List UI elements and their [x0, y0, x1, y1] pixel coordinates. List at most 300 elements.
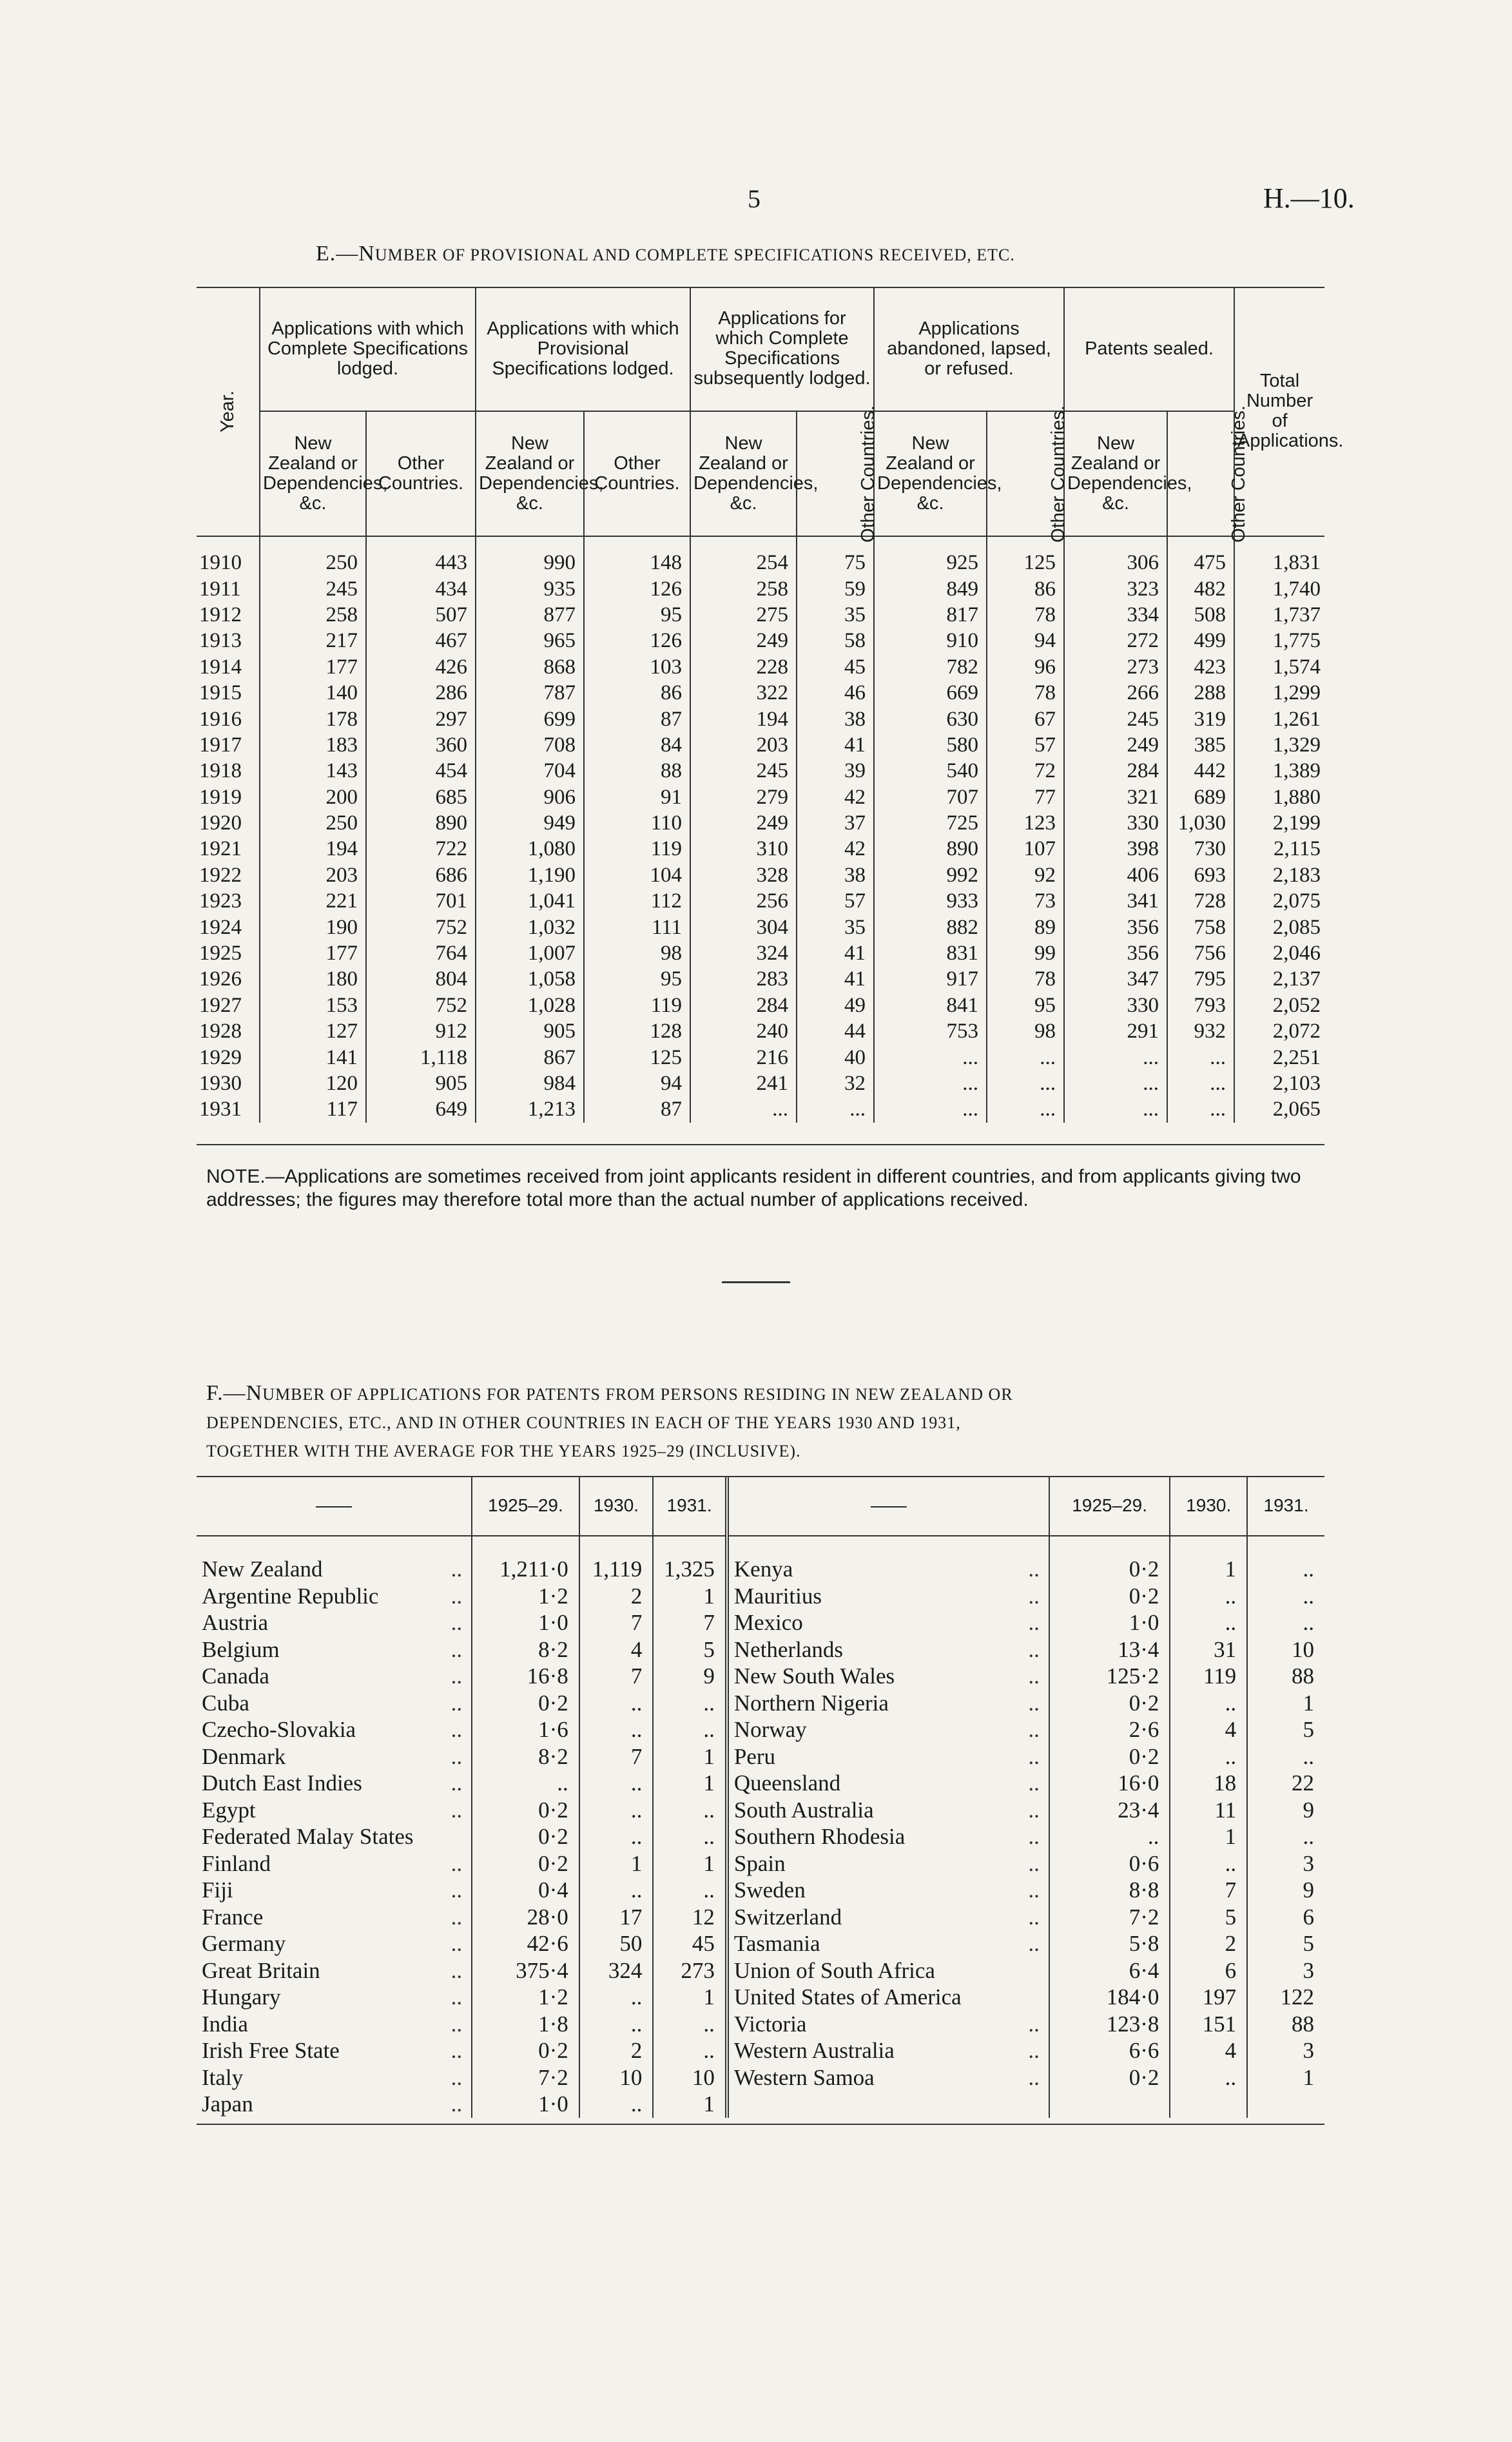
table-row [197, 1984, 1324, 2011]
cell-provisional-other: 103 [584, 654, 690, 680]
table-row [197, 1663, 1324, 1690]
table-row [197, 940, 1324, 966]
cell-provisional-nz: 867 [476, 1044, 584, 1070]
cell-year: 1920 [199, 811, 242, 835]
cell-y1931: .. [653, 2011, 727, 2038]
cell-provisional-other: 112 [584, 888, 690, 914]
sub-header-nz: New Zealand or Dependencies, &c. [874, 411, 987, 536]
cell-country: Western Australia [727, 2037, 1016, 2064]
cell-abandoned-other: 94 [987, 628, 1064, 654]
cell-sealed-other: ... [1167, 1096, 1234, 1122]
cell-sealed-other: 385 [1167, 732, 1234, 758]
cell-subsequent-other: 41 [797, 732, 874, 758]
cell-abandoned-nz: 725 [874, 810, 987, 836]
cell-country: Irish Free State [202, 2038, 340, 2064]
cell-subsequent-other: 32 [797, 1071, 874, 1096]
cell-country: Netherlands [727, 1636, 1016, 1663]
cell-y1930: 4 [1170, 2037, 1247, 2064]
cell-average: 2·6 [1049, 1716, 1170, 1743]
cell-y1931: 122 [1247, 1984, 1324, 2011]
cell-provisional-nz: 868 [476, 654, 584, 680]
group-header-complete: Applications with which Complete Specifications lodged. [260, 287, 476, 411]
cell-y1930: 10 [579, 2064, 654, 2091]
cell-provisional-nz: 990 [476, 536, 584, 576]
cell-year: 1925 [199, 942, 242, 965]
cell-total: 2,052 [1234, 993, 1324, 1018]
cell-y1930: 7 [579, 1743, 654, 1770]
cell-average: 0·2 [472, 1850, 579, 1877]
cell-leader: .. [451, 1663, 463, 1689]
cell-y1930: 151 [1170, 2011, 1247, 2038]
cell-subsequent-nz: ... [690, 1096, 797, 1122]
cell-sealed-nz: 330 [1064, 810, 1167, 836]
cell-average: 16·0 [1049, 1770, 1170, 1797]
cell-sealed-other: 932 [1167, 1018, 1234, 1044]
cell-y1931: .. [653, 1823, 727, 1850]
cell-y1930: 7 [579, 1663, 654, 1690]
cell-y1930: .. [1170, 1743, 1247, 1770]
cell-abandoned-other: 78 [987, 602, 1064, 628]
cell-complete-nz: 127 [260, 1018, 366, 1044]
cell-abandoned-nz: ... [874, 1071, 987, 1096]
table-row [197, 1018, 1324, 1044]
cell-abandoned-other: 78 [987, 680, 1064, 706]
cell-y1930: .. [579, 1877, 654, 1904]
cell-subsequent-other: 42 [797, 784, 874, 810]
cell-y1931: 10 [1247, 1636, 1324, 1663]
cell-complete-other: 701 [366, 888, 476, 914]
cell-complete-nz: 258 [260, 602, 366, 628]
sub-header-nz: New Zealand or Dependencies, &c. [476, 411, 584, 536]
cell-provisional-nz: 965 [476, 628, 584, 654]
cell-y1930: .. [579, 2091, 654, 2118]
cell-average: 1,211·0 [472, 1536, 579, 1583]
cell-abandoned-other: 92 [987, 862, 1064, 888]
cell-country: Cuba [202, 1690, 249, 1716]
cell-total: 2,251 [1234, 1044, 1324, 1070]
cell-year: 1912 [199, 603, 242, 626]
cell-provisional-other: 119 [584, 836, 690, 862]
cell-year: 1930 [199, 1072, 242, 1095]
cell-subsequent-other: 35 [797, 914, 874, 940]
cell-sealed-nz: 273 [1064, 654, 1167, 680]
cell-y1930: 17 [579, 1904, 654, 1931]
note-lead: NOTE. [206, 1166, 266, 1187]
cell-average: 6·4 [1049, 1957, 1170, 1984]
cell-y1930: .. [579, 2011, 654, 2038]
cell-leader: .. [451, 1797, 463, 1823]
table-e [197, 287, 1344, 1123]
cell-abandoned-other: 72 [987, 758, 1064, 784]
table-e-title [316, 242, 1015, 266]
table-row [197, 654, 1324, 680]
cell-year: 1924 [199, 915, 242, 939]
table-f-bottom-rule [197, 2124, 1324, 2125]
cell-country: New South Wales [727, 1663, 1016, 1690]
cell-country: France [202, 1904, 264, 1930]
cell-subsequent-other: 57 [797, 888, 874, 914]
cell-subsequent-other: 59 [797, 576, 874, 601]
table-e-body [197, 536, 1324, 1123]
cell-provisional-other: 95 [584, 602, 690, 628]
cell-provisional-other: 128 [584, 1018, 690, 1044]
sub-header-nz: New Zealand or Dependencies, &c. [690, 411, 797, 536]
cell-leader [1016, 1957, 1049, 1984]
cell-subsequent-other: 35 [797, 602, 874, 628]
cell-subsequent-other: 38 [797, 862, 874, 888]
table-row [197, 536, 1324, 576]
table-row [197, 1536, 1324, 1583]
document-reference: H.—10. [1263, 182, 1355, 214]
table-row [197, 602, 1324, 628]
cell-leader: .. [451, 1583, 463, 1609]
cell-subsequent-nz: 304 [690, 914, 797, 940]
table-row [197, 758, 1324, 784]
cell-y1930: .. [1170, 1609, 1247, 1636]
cell-abandoned-other: 107 [987, 836, 1064, 862]
cell-provisional-nz: 1,190 [476, 862, 584, 888]
cell-leader: .. [451, 1610, 463, 1636]
cell-abandoned-nz: 841 [874, 993, 987, 1018]
cell-y1930: 2 [579, 2037, 654, 2064]
table-e-bottom-rule [197, 1144, 1324, 1145]
cell-abandoned-nz: 669 [874, 680, 987, 706]
cell-year: 1915 [199, 681, 242, 705]
cell-subsequent-other: 75 [797, 536, 874, 576]
cell-sealed-other: 288 [1167, 680, 1234, 706]
cell-complete-nz: 143 [260, 758, 366, 784]
cell-abandoned-nz: 917 [874, 966, 987, 992]
cell-y1930: 5 [1170, 1904, 1247, 1931]
cell-provisional-other: 87 [584, 706, 690, 732]
cell-subsequent-nz: 245 [690, 758, 797, 784]
sub-header-other: Other Countries. [584, 411, 690, 536]
cell-average: 0·2 [472, 1797, 579, 1824]
cell-complete-nz: 245 [260, 576, 366, 601]
cell-leader: .. [1028, 1824, 1040, 1850]
cell-subsequent-nz: 284 [690, 993, 797, 1018]
cell-provisional-nz: 1,058 [476, 966, 584, 992]
cell-country: Queensland [727, 1770, 1016, 1797]
cell-complete-other: 434 [366, 576, 476, 601]
cell-total: 2,046 [1234, 940, 1324, 966]
cell-y1930: 2 [579, 1583, 654, 1610]
cell-sealed-other: 499 [1167, 628, 1234, 654]
cell-provisional-other: 86 [584, 680, 690, 706]
cell-sealed-nz: ... [1064, 1044, 1167, 1070]
cell-sealed-nz: 356 [1064, 914, 1167, 940]
cell-y1931: 1 [653, 1770, 727, 1797]
cell-sealed-nz: 347 [1064, 966, 1167, 992]
cell-sealed-other: 795 [1167, 966, 1234, 992]
table-row [197, 2091, 1324, 2118]
cell-leader: .. [1028, 1770, 1040, 1796]
cell-subsequent-other: 41 [797, 940, 874, 966]
table-row [197, 888, 1324, 914]
table-row [197, 1797, 1324, 1824]
cell-subsequent-other: 38 [797, 706, 874, 732]
cell-complete-nz: 180 [260, 966, 366, 992]
cell-y1931: 22 [1247, 1770, 1324, 1797]
cell-country: Denmark [202, 1743, 286, 1769]
table-row [197, 1904, 1324, 1931]
cell-year: 1911 [199, 577, 241, 601]
cell-country: Italy [202, 2064, 244, 2090]
col-header-average: 1925–29. [1049, 1476, 1170, 1536]
cell-year: 1913 [199, 629, 242, 653]
cell-provisional-nz: 877 [476, 602, 584, 628]
cell-sealed-nz: 245 [1064, 706, 1167, 732]
cell-provisional-other: 94 [584, 1071, 690, 1096]
cell-provisional-other: 88 [584, 758, 690, 784]
sub-header-other: Other Countries. [366, 411, 476, 536]
cell-abandoned-nz: 817 [874, 602, 987, 628]
cell-sealed-nz: 291 [1064, 1018, 1167, 1044]
cell-subsequent-nz: 324 [690, 940, 797, 966]
cell-abandoned-nz: 580 [874, 732, 987, 758]
table-f-title-line3: TOGETHER WITH THE AVERAGE FOR THE YEARS 1925–29 (INCLUSIVE). [206, 1442, 801, 1460]
cell-provisional-other: 104 [584, 862, 690, 888]
cell-complete-other: 507 [366, 602, 476, 628]
cell-average: 16·8 [472, 1663, 579, 1690]
table-row [197, 966, 1324, 992]
cell-average: 0·2 [1049, 1536, 1170, 1583]
cell-average: 0·2 [1049, 1743, 1170, 1770]
cell-complete-other: 890 [366, 810, 476, 836]
table-row [197, 1716, 1324, 1743]
cell-abandoned-other: 125 [987, 536, 1064, 576]
cell-country: Peru [727, 1743, 1016, 1770]
cell-y1930: .. [579, 1823, 654, 1850]
cell-y1931: .. [1247, 1609, 1324, 1636]
table-row [197, 1636, 1324, 1663]
table-e-title-rest: UMBER OF PROVISIONAL AND COMPLETE SPECIFICATIONS RECEIVED, ETC. [374, 246, 1015, 264]
cell-y1931: .. [1247, 1536, 1324, 1583]
cell-complete-other: 752 [366, 914, 476, 940]
cell-y1930: 324 [579, 1957, 654, 1984]
cell-sealed-other: 319 [1167, 706, 1234, 732]
table-row [197, 1770, 1324, 1797]
table-row [197, 862, 1324, 888]
cell-sealed-nz: 321 [1064, 784, 1167, 810]
cell-total: 2,183 [1234, 862, 1324, 888]
cell-y1930: 1 [579, 1850, 654, 1877]
cell-leader: .. [1028, 1690, 1040, 1716]
cell-country: Belgium [202, 1636, 280, 1662]
table-row [197, 576, 1324, 601]
cell-complete-other: 426 [366, 654, 476, 680]
cell-year: 1919 [199, 785, 242, 809]
cell-subsequent-other: 44 [797, 1018, 874, 1044]
cell-provisional-other: 91 [584, 784, 690, 810]
cell-provisional-nz: 935 [476, 576, 584, 601]
cell-leader: .. [451, 1636, 463, 1662]
cell-abandoned-nz: 933 [874, 888, 987, 914]
cell-complete-nz: 217 [260, 628, 366, 654]
cell-abandoned-nz: 782 [874, 654, 987, 680]
cell-abandoned-other: 95 [987, 993, 1064, 1018]
cell-average: 1·0 [472, 1609, 579, 1636]
table-row [197, 1823, 1324, 1850]
table-row [197, 1609, 1324, 1636]
cell-y1930: .. [1170, 1583, 1247, 1610]
cell-y1930: 7 [579, 1609, 654, 1636]
table-f-body [197, 1536, 1324, 2118]
cell-sealed-nz: 306 [1064, 536, 1167, 576]
cell-y1930: 18 [1170, 1770, 1247, 1797]
cell-leader: .. [451, 1931, 463, 1957]
cell-country: Kenya [727, 1536, 1016, 1583]
table-row [197, 1071, 1324, 1096]
cell-country: Spain [727, 1850, 1016, 1877]
cell-sealed-nz: 398 [1064, 836, 1167, 862]
cell-y1931: 5 [1247, 1930, 1324, 1957]
table-row [197, 993, 1324, 1018]
note-text: —Applications are sometimes received from joint applicants resident in different countries, and from applicants giving two addresses; the figures may therefore total more than the actual number of applications received. [206, 1166, 1301, 1210]
cell-complete-nz: 178 [260, 706, 366, 732]
cell-y1930: 2 [1170, 1930, 1247, 1957]
cell-provisional-other: 119 [584, 993, 690, 1018]
table-e-title-lead: E.—N [316, 242, 375, 266]
cell-average: 5·8 [1049, 1930, 1170, 1957]
table-row [197, 810, 1324, 836]
cell-provisional-nz: 787 [476, 680, 584, 706]
sub-header-nz: New Zealand or Dependencies, &c. [260, 411, 366, 536]
cell-y1931: 1 [653, 1984, 727, 2011]
cell-average: 7·2 [472, 2064, 579, 2091]
cell-y1931: .. [1247, 1743, 1324, 1770]
total-header: Total Number of Applications. [1234, 287, 1324, 536]
cell-leader: .. [1028, 2064, 1040, 2090]
cell-average: 1·2 [472, 1984, 579, 2011]
cell-y1931: .. [653, 1716, 727, 1743]
cell-year: 1910 [199, 551, 242, 575]
cell-year: 1927 [199, 993, 242, 1017]
cell-subsequent-nz: 249 [690, 628, 797, 654]
cell-sealed-nz: 272 [1064, 628, 1167, 654]
cell-year: 1926 [199, 967, 242, 991]
cell-leader: .. [451, 1957, 463, 1983]
cell-subsequent-nz: 216 [690, 1044, 797, 1070]
cell-sealed-nz: 406 [1064, 862, 1167, 888]
group-header-subsequent: Applications for which Complete Specifications subsequently lodged. [690, 287, 874, 411]
table-row [197, 836, 1324, 862]
cell-average: 0·6 [1049, 1850, 1170, 1877]
table-f-title-lead: F.—N [206, 1381, 263, 1405]
cell-leader: .. [1028, 1556, 1040, 1582]
sub-header-nz: New Zealand or Dependencies, &c. [1064, 411, 1167, 536]
cell-sealed-other: 728 [1167, 888, 1234, 914]
cell-leader: .. [451, 1743, 463, 1769]
cell-total: 1,389 [1234, 758, 1324, 784]
cell-leader: .. [451, 2011, 463, 2037]
cell-sealed-nz: 341 [1064, 888, 1167, 914]
cell-average: 0·2 [472, 2037, 579, 2064]
cell-provisional-other: 148 [584, 536, 690, 576]
cell-abandoned-other: 123 [987, 810, 1064, 836]
cell-country: Federated Malay States [202, 1824, 414, 1850]
cell-leader: .. [1028, 1636, 1040, 1662]
cell-year: 1918 [199, 759, 242, 783]
cell-abandoned-other: 73 [987, 888, 1064, 914]
cell-country: Fiji [202, 1877, 233, 1903]
cell-abandoned-nz: 630 [874, 706, 987, 732]
cell-average: 0·2 [1049, 2064, 1170, 2091]
cell-subsequent-nz: 279 [690, 784, 797, 810]
cell-total: 2,065 [1234, 1096, 1324, 1122]
cell-sealed-other: 475 [1167, 536, 1234, 576]
cell-sealed-other: 508 [1167, 602, 1234, 628]
cell-subsequent-nz: 322 [690, 680, 797, 706]
cell-y1931: .. [653, 2037, 727, 2064]
cell-subsequent-other: 41 [797, 966, 874, 992]
cell-year: 1922 [199, 863, 242, 887]
col-header-1930: 1930. [1170, 1476, 1247, 1536]
cell-country: Switzerland [727, 1904, 1016, 1931]
cell-abandoned-other: ... [987, 1044, 1064, 1070]
cell-total: 2,072 [1234, 1018, 1324, 1044]
cell-sealed-nz: 323 [1064, 576, 1167, 601]
cell-abandoned-nz: 882 [874, 914, 987, 940]
table-row [197, 784, 1324, 810]
cell-total: 2,137 [1234, 966, 1324, 992]
cell-leader: .. [451, 1850, 463, 1876]
cell-provisional-nz: 1,080 [476, 836, 584, 862]
cell-provisional-other: 126 [584, 628, 690, 654]
cell-sealed-nz: 334 [1064, 602, 1167, 628]
cell-complete-nz: 250 [260, 810, 366, 836]
cell-y1931: 45 [653, 1930, 727, 1957]
col-header-country: —— [197, 1476, 472, 1536]
cell-complete-other: 722 [366, 836, 476, 862]
cell-total: 2,115 [1234, 836, 1324, 862]
cell-subsequent-other: 40 [797, 1044, 874, 1070]
cell-average: 0·2 [472, 1823, 579, 1850]
cell-abandoned-other: 99 [987, 940, 1064, 966]
cell-leader: .. [451, 1984, 463, 2010]
cell-leader: .. [451, 2064, 463, 2090]
table-row [197, 1583, 1324, 1610]
cell-abandoned-nz: 849 [874, 576, 987, 601]
cell-y1931: .. [653, 1877, 727, 1904]
cell-provisional-other: 111 [584, 914, 690, 940]
cell-y1930: .. [579, 1984, 654, 2011]
cell-leader: .. [451, 2091, 463, 2117]
cell-sealed-nz: ... [1064, 1096, 1167, 1122]
table-row [197, 2037, 1324, 2064]
cell-y1931: 1 [1247, 2064, 1324, 2091]
cell-sealed-nz: 330 [1064, 993, 1167, 1018]
cell-abandoned-nz: 992 [874, 862, 987, 888]
cell-average [1049, 2091, 1170, 2118]
cell-abandoned-nz: 925 [874, 536, 987, 576]
cell-abandoned-other: 86 [987, 576, 1064, 601]
cell-total: 1,775 [1234, 628, 1324, 654]
cell-sealed-other: ... [1167, 1071, 1234, 1096]
cell-y1931: 12 [653, 1904, 727, 1931]
table-row [197, 1044, 1324, 1070]
cell-country: Canada [202, 1663, 269, 1689]
table-row [197, 1743, 1324, 1770]
cell-country: Victoria [727, 2011, 1016, 2038]
cell-provisional-nz: 699 [476, 706, 584, 732]
cell-complete-nz: 200 [260, 784, 366, 810]
cell-leader: .. [451, 2038, 463, 2064]
cell-abandoned-other: 96 [987, 654, 1064, 680]
cell-provisional-nz: 1,028 [476, 993, 584, 1018]
cell-year: 1914 [199, 655, 242, 679]
cell-sealed-nz: ... [1064, 1071, 1167, 1096]
